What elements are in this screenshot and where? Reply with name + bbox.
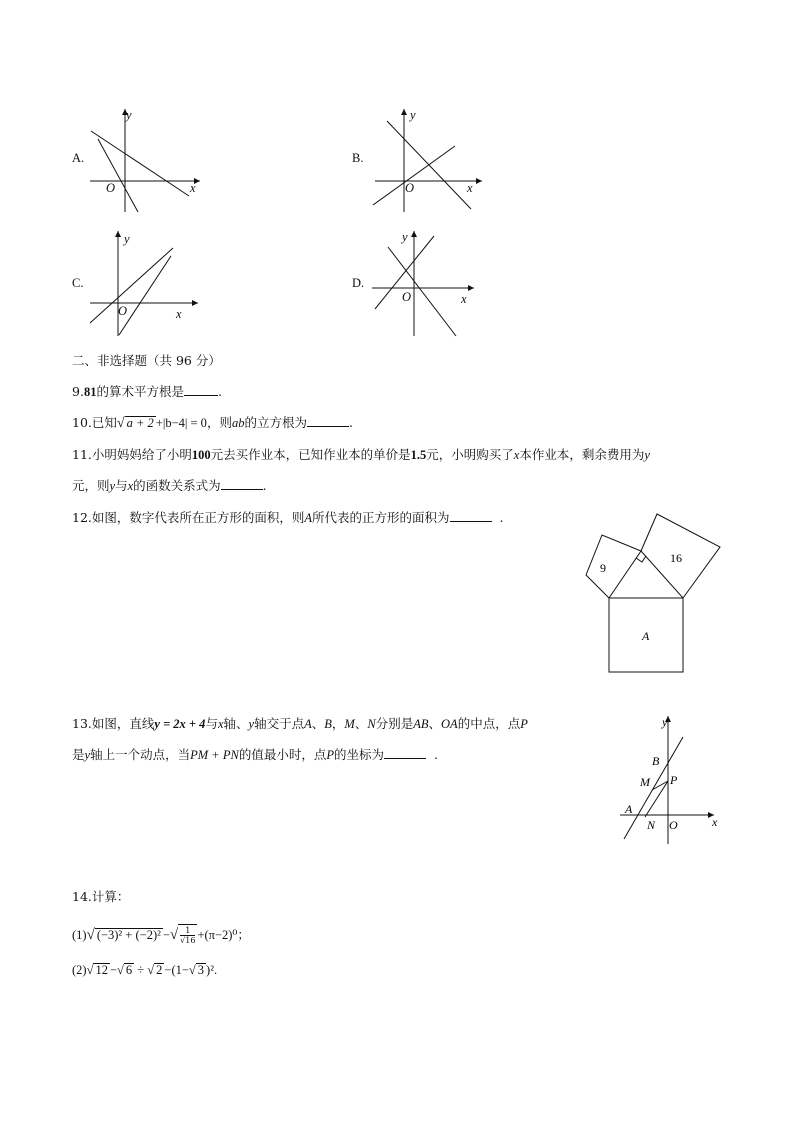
y-axis-arrow xyxy=(411,231,417,237)
option-a-label: A. xyxy=(72,151,85,165)
x-axis-arrow xyxy=(476,178,482,184)
option-b-graph xyxy=(367,104,487,216)
question-11-line-1: 11.小明妈妈给了小明100元去买作业本，已知作业本的单价是1.5元，小明购买了x本作业本，剩余费用为y xyxy=(72,447,650,462)
answer-blank[interactable] xyxy=(221,477,263,490)
square-16-label: 16 xyxy=(670,551,682,565)
square-9-label: 9 xyxy=(600,561,606,575)
question-13-line-2: 是y轴上一个动点，当PM + PN的值最小时，点P的坐标为 . xyxy=(72,747,438,762)
question-12: 12.如图，数字代表所在正方形的面积，则A所代表的正方形的面积为 . xyxy=(72,510,504,525)
line-2 xyxy=(373,146,455,205)
axis-x-label: x xyxy=(467,181,473,195)
axis-y-label: y xyxy=(402,230,408,244)
question-13-line-1: 13.如图，直线y = 2x + 4与x轴、y轴交于点A、B，M、N分别是AB、OA的中点，点P xyxy=(72,716,528,731)
point-p-label: P xyxy=(670,773,678,787)
y-axis-arrow xyxy=(115,231,121,237)
line-1 xyxy=(90,248,173,323)
axis-y-label: y xyxy=(124,232,130,246)
option-d-graph xyxy=(367,226,487,338)
point-b-label: B xyxy=(652,754,660,768)
answer-blank[interactable] xyxy=(307,414,349,427)
section-title: 二、非选择题（共 96 分） xyxy=(72,353,221,368)
y-axis-arrow xyxy=(401,109,407,115)
question-11-line-2: 元，则y与x的函数关系式为 . xyxy=(72,478,267,493)
line-2 xyxy=(119,256,171,335)
axis-x-label: x xyxy=(190,181,196,195)
question-14-title: 14.计算： xyxy=(72,889,130,904)
origin-label: O xyxy=(106,181,116,195)
axis-x-label: x xyxy=(461,292,467,306)
origin-label: O xyxy=(405,181,415,195)
axis-x-label: x xyxy=(176,307,182,321)
square-9 xyxy=(586,535,641,598)
origin-label: O xyxy=(402,290,412,304)
answer-blank[interactable] xyxy=(184,383,218,396)
question-14-part-2: (2)√ 12 −√ 6 ÷ √ 2 −(1−√ 3 )². xyxy=(72,963,218,977)
option-a-graph xyxy=(85,104,205,216)
line-2 xyxy=(98,139,138,212)
point-m-label: M xyxy=(640,775,650,789)
answer-blank[interactable] xyxy=(450,509,492,522)
question-10: 10.已知√ a + 2 +|b−4| = 0，则ab的立方根为 . xyxy=(72,415,353,431)
fig-y-label: y xyxy=(662,715,668,729)
question-14-part-1: (1)√ (−3)² + (−2)² −√ $\frac{1}{√16}$ +(π−2)⁰； xyxy=(72,926,250,945)
fig-x-label: x xyxy=(712,815,718,829)
x-axis-arrow xyxy=(468,285,474,291)
origin-label: O xyxy=(118,304,128,318)
square-a-label: A xyxy=(642,629,650,643)
point-n-label: N xyxy=(647,818,656,832)
axis-y-label: y xyxy=(126,108,132,122)
point-a-label: A xyxy=(625,802,633,816)
pythagoras-squares-figure xyxy=(568,510,728,678)
option-c-graph xyxy=(85,226,205,338)
line-1 xyxy=(388,247,456,336)
option-d-label: D. xyxy=(352,276,365,290)
origin-label: O xyxy=(669,818,678,832)
question-9: 9.81的算术平方根是 . xyxy=(72,384,222,399)
option-c-label: C. xyxy=(72,276,84,290)
option-b-label: B. xyxy=(352,151,364,165)
answer-blank[interactable] xyxy=(384,746,426,759)
axis-y-label: y xyxy=(410,108,416,122)
line-midpoint-figure xyxy=(616,712,728,846)
x-axis-arrow xyxy=(192,300,198,306)
